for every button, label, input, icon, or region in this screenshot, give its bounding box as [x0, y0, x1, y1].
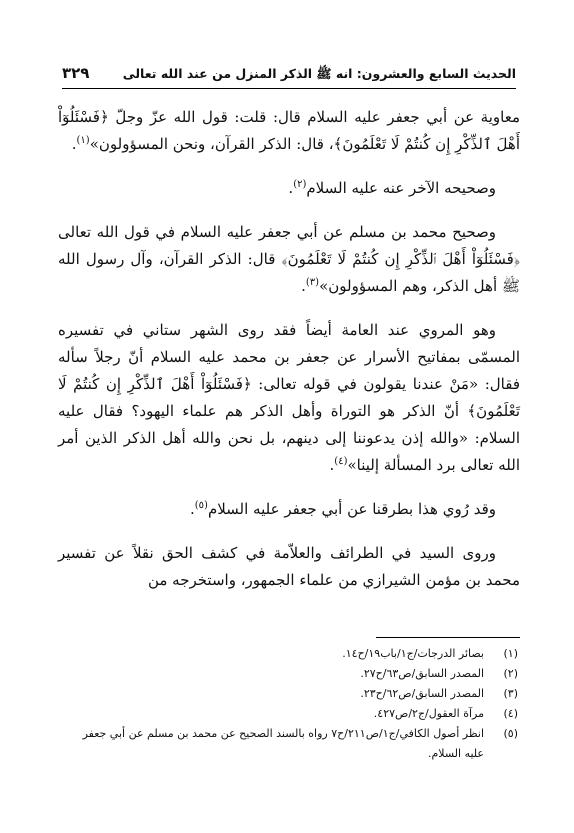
footnote: (٥) انظر أصول الكافي/ج١/ص٢١١/ح٧ رواه بالسند الصحيح عن محمد بن مسلم عن أبي جعفر عليه السلام. [62, 724, 518, 764]
footnote: (٤) مرآة العقول/ج٢/ص٤٢٧. [62, 704, 518, 724]
running-header [62, 62, 516, 88]
footnote-ref[interactable]: (٣) [305, 277, 320, 288]
footnotes [62, 644, 518, 764]
chapter-title: الحديث السابع والعشرون: انه ﷺ الذكر المنزل من عند الله تعالى [122, 66, 516, 81]
paragraph: معاوية عن أبي جعفر عليه السلام قال: قلت: قول الله عزّ وجلّ ﴿فَسْئَلُوٓاْ أَهْلَ ٱلذِّكْرِ إِن كُنتُمْ لَا تَعْلَمُونَ﴾، قال: الذكر القرآن، ونحن المسؤولون»$^{(١)}$. [58, 108, 520, 153]
footnote-number: (٢) [503, 667, 518, 680]
header-divider [62, 88, 516, 89]
footnote-number: (٤) [503, 707, 518, 720]
footnote: (٣) المصدر السابق/ص٦٢/ح٢٣. [62, 684, 518, 704]
page-number: ٣٢٩ [62, 64, 90, 82]
footnote-ref[interactable]: (٢) [293, 179, 307, 190]
paragraph: وهو المروي عند العامة أيضاً فقد روى الشهر ستاني في تفسيره المسمّى بمفاتيح الأسرار عن جعفر بن محمد عليه السلام أنّ رجلاً سأله فقال: «مَنْ عندنا يقولون في قوله تعالى: ﴿فَسْئَلُوٓاْ أَهْلَ ٱلذِّكْرِ إِن كُنتُمْ لَا تَعْلَمُونَ﴾ أنّ الذكر هو التوراة وأهل الذكر هم علماء اليهود؟ فقال عليه السلام: «والله إذن يدعوننا إلى دينهم، بل نحن والله أهل الذكر الذين أمر الله تعالى برد المسألة إلينا»$^{(٤)}$. [58, 321, 520, 474]
paragraph: وقد رُوي هذا بطرقنا عن أبي جعفر عليه السلام$^{(٥)}$. [189, 500, 496, 518]
footnote-number: (٣) [503, 687, 518, 700]
footnote-number: (٥) [503, 727, 518, 740]
paragraph: وصحيح محمد بن مسلم عن أبي جعفر عليه السلام في قول الله تعالى ﴿فَسْئَلُوٓاْ أَهْلَ ٱلذِّكْرِ إِن كُنتُمْ لَا تَعْلَمُونَ﴾ قال: الذكر القرآن، وآل رسول الله ﷺ أهل الذكر، وهم المسؤولون»$^{(٣)}$. [58, 223, 520, 295]
footnote-divider [376, 637, 520, 638]
footnote-ref[interactable]: (٤) [334, 456, 348, 467]
paragraph: وروى السيد في الطرائف والعلاّمة في كشف الحق نقلاً عن تفسير محمد بن مؤمن الشيرازي من علماء الجمهور، واستخرجه من [58, 544, 520, 589]
footnote-ref[interactable]: (١) [76, 135, 90, 146]
footnote: (١) بصائر الدرجات/ج١/باب١٩/ح١٤. [62, 644, 518, 664]
footnote-number: (١) [503, 647, 518, 660]
footnote-ref[interactable]: (٥) [194, 500, 208, 511]
paragraph: وصحيحه الآخر عنه عليه السلام$^{(٢)}$. [288, 179, 496, 197]
footnote: (٢) المصدر السابق/ص٦٣/ح٢٧. [62, 664, 518, 684]
main-text [58, 104, 520, 611]
